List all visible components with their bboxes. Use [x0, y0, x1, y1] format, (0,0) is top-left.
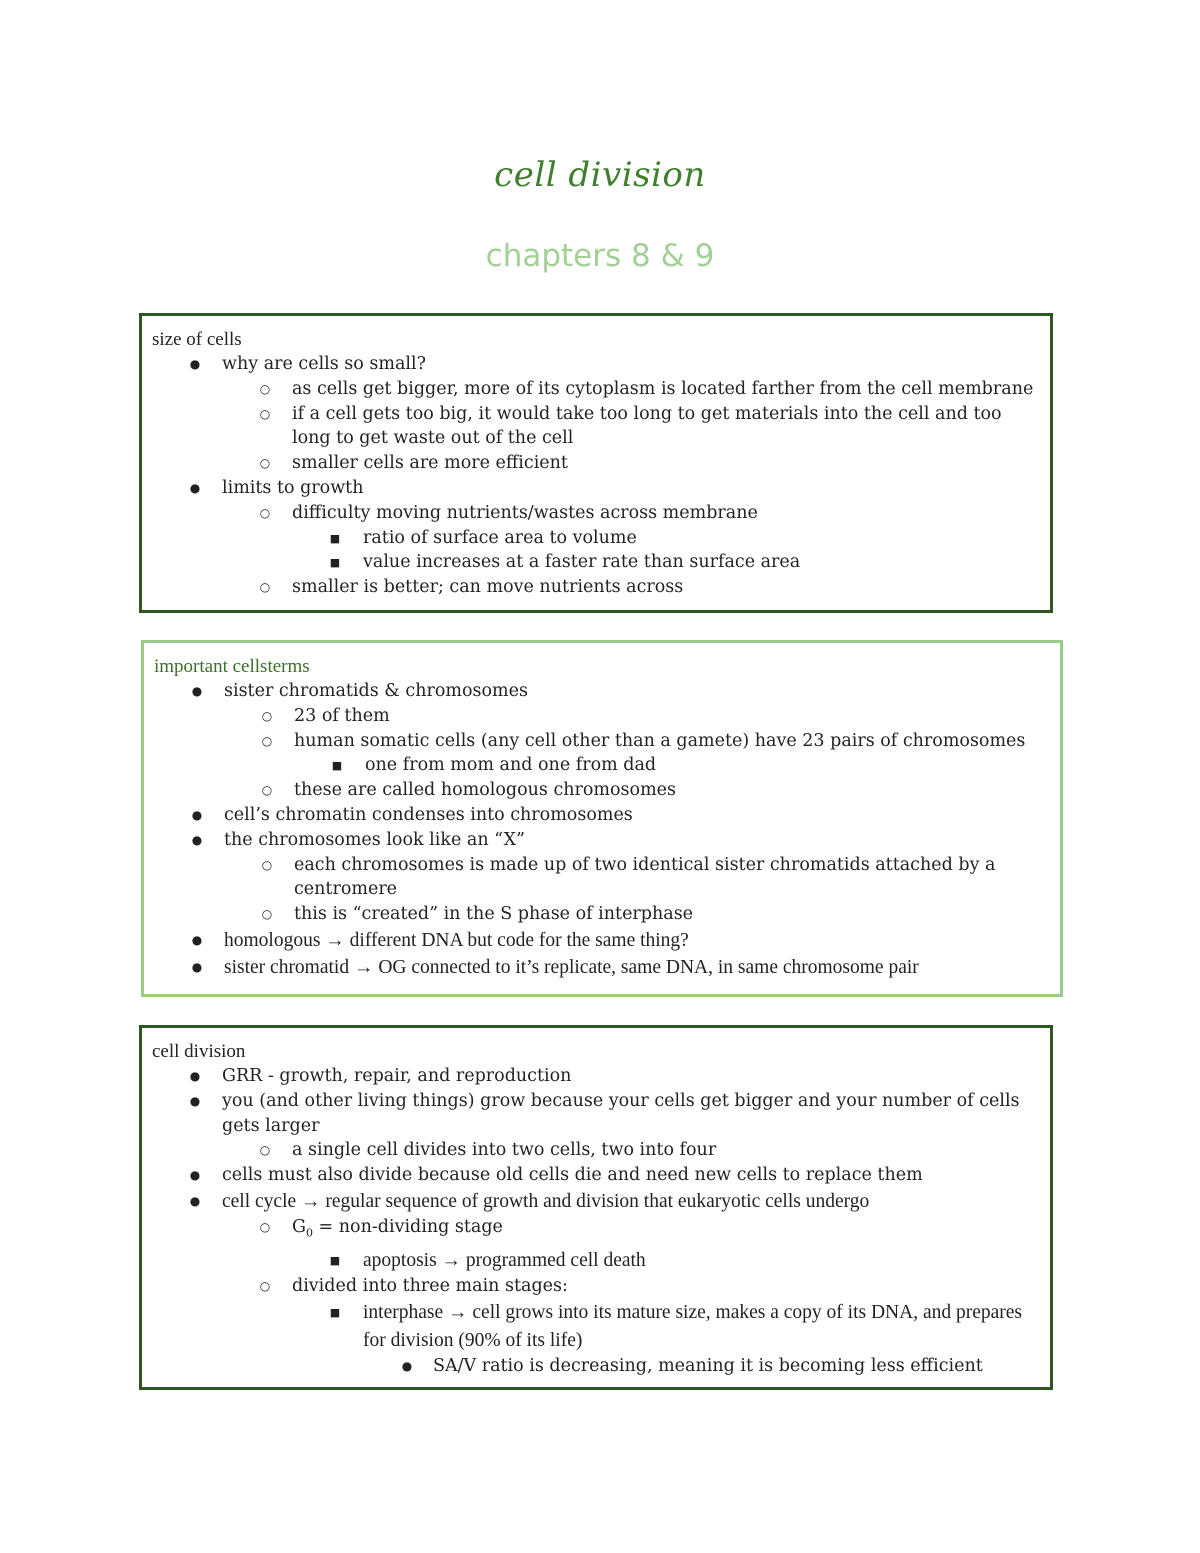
circle-bullet-icon: [258, 1138, 272, 1163]
section-size-of-cells: [139, 313, 1053, 613]
section-heading: size of cells: [152, 329, 242, 350]
square-bullet-icon: [328, 1299, 342, 1327]
bullet-icon: [188, 1064, 202, 1089]
list-item: ○ 23 of them: [154, 704, 1050, 729]
list-item: ● cells must also divide because old cells die and need new cells to replace them: [152, 1163, 1040, 1188]
list-item: ■ interphase → cell grows into its mature size, makes a copy of its DNA, and prepares for division (90% of its life): [152, 1299, 1040, 1354]
circle-bullet-icon: [260, 729, 274, 754]
list-item: ● GRR - growth, repair, and reproduction: [152, 1064, 1040, 1089]
list-item: ■ ratio of surface area to volume: [152, 526, 1040, 551]
bullet-icon: [190, 954, 204, 982]
list-item: ○ divided into three main stages:: [152, 1274, 1040, 1299]
bullet-icon: [190, 927, 204, 955]
section-cell-division: [139, 1025, 1053, 1390]
note-list: [154, 679, 1050, 982]
circle-bullet-icon: [258, 1274, 272, 1299]
square-bullet-icon: [328, 1247, 342, 1275]
list-item: ○ this is “created” in the S phase of interphase: [154, 902, 1050, 927]
bullet-icon: [188, 476, 202, 501]
circle-bullet-icon: [260, 778, 274, 803]
list-item: ● sister chromatid → OG connected to it’s replicate, same DNA, in same chromosome pair: [154, 954, 1050, 982]
circle-bullet-icon: [258, 575, 272, 600]
list-item: ○ difficulty moving nutrients/wastes across membrane: [152, 501, 1040, 526]
bullet-icon: [188, 1089, 202, 1114]
list-item: ● cell cycle → regular sequence of growth and division that eukaryotic cells undergo: [152, 1188, 1040, 1216]
list-item: ■ value increases at a faster rate than surface area: [152, 550, 1040, 575]
list-item: ○ each chromosomes is made up of two identical sister chromatids attached by a centromere: [154, 853, 1050, 903]
page-subtitle: chapters 8 & 9: [485, 238, 715, 274]
note-list: [152, 1064, 1040, 1379]
list-item: ● the chromosomes look like an “X”: [154, 828, 1050, 853]
square-bullet-icon: [328, 526, 342, 552]
list-item: ● you (and other living things) grow because your cells get bigger and your number of cells gets larger: [152, 1089, 1040, 1139]
list-item: ○ if a cell gets too big, it would take too long to get materials into the cell and too long to get waste out of the cell: [152, 402, 1040, 452]
bullet-icon: [190, 679, 204, 704]
list-item: ● homologous → different DNA but code for the same thing?: [154, 927, 1050, 955]
bullet-icon: [188, 352, 202, 377]
list-item: ○ smaller is better; can move nutrients across: [152, 575, 1040, 600]
list-item: ● why are cells so small?: [152, 352, 1040, 377]
circle-bullet-icon: [258, 451, 272, 476]
section-heading: important cellsterms: [154, 656, 310, 677]
circle-bullet-icon: [260, 704, 274, 729]
bullet-icon: [188, 1163, 202, 1188]
bullet-icon: [190, 828, 204, 853]
bullet-icon: [188, 1188, 202, 1216]
list-item: ● sister chromatids & chromosomes: [154, 679, 1050, 704]
square-bullet-icon: [330, 753, 344, 779]
circle-bullet-icon: [258, 501, 272, 526]
list-item: ○ smaller cells are more efficient: [152, 451, 1040, 476]
circle-bullet-icon: [260, 853, 274, 878]
bullet-icon: [190, 803, 204, 828]
list-item: ○ a single cell divides into two cells, two into four: [152, 1138, 1040, 1163]
list-item: ■ apoptosis → programmed cell death: [152, 1247, 1040, 1275]
square-bullet-icon: [328, 550, 342, 576]
circle-bullet-icon: [258, 402, 272, 427]
list-item: ● limits to growth: [152, 476, 1040, 501]
circle-bullet-icon: [258, 1215, 272, 1240]
page-title: cell division: [494, 155, 706, 195]
section-important-terms: [141, 640, 1063, 997]
list-item: ○ $G_0$ = non-dividing stage: [152, 1215, 1040, 1246]
list-item: ● SA/V ratio is decreasing, meaning it is becoming less efficient: [152, 1354, 1040, 1379]
note-list: [152, 352, 1040, 600]
circle-bullet-icon: [258, 377, 272, 402]
circle-bullet-icon: [260, 902, 274, 927]
list-item: ○ human somatic cells (any cell other than a gamete) have 23 pairs of chromosomes: [154, 729, 1050, 754]
list-item: ○ these are called homologous chromosomes: [154, 778, 1050, 803]
list-item: ● cell’s chromatin condenses into chromosomes: [154, 803, 1050, 828]
section-heading: cell division: [152, 1041, 246, 1062]
bullet-icon: [400, 1354, 414, 1379]
list-item: ■ one from mom and one from dad: [154, 753, 1050, 778]
list-item: ○ as cells get bigger, more of its cytoplasm is located farther from the cell membrane: [152, 377, 1040, 402]
